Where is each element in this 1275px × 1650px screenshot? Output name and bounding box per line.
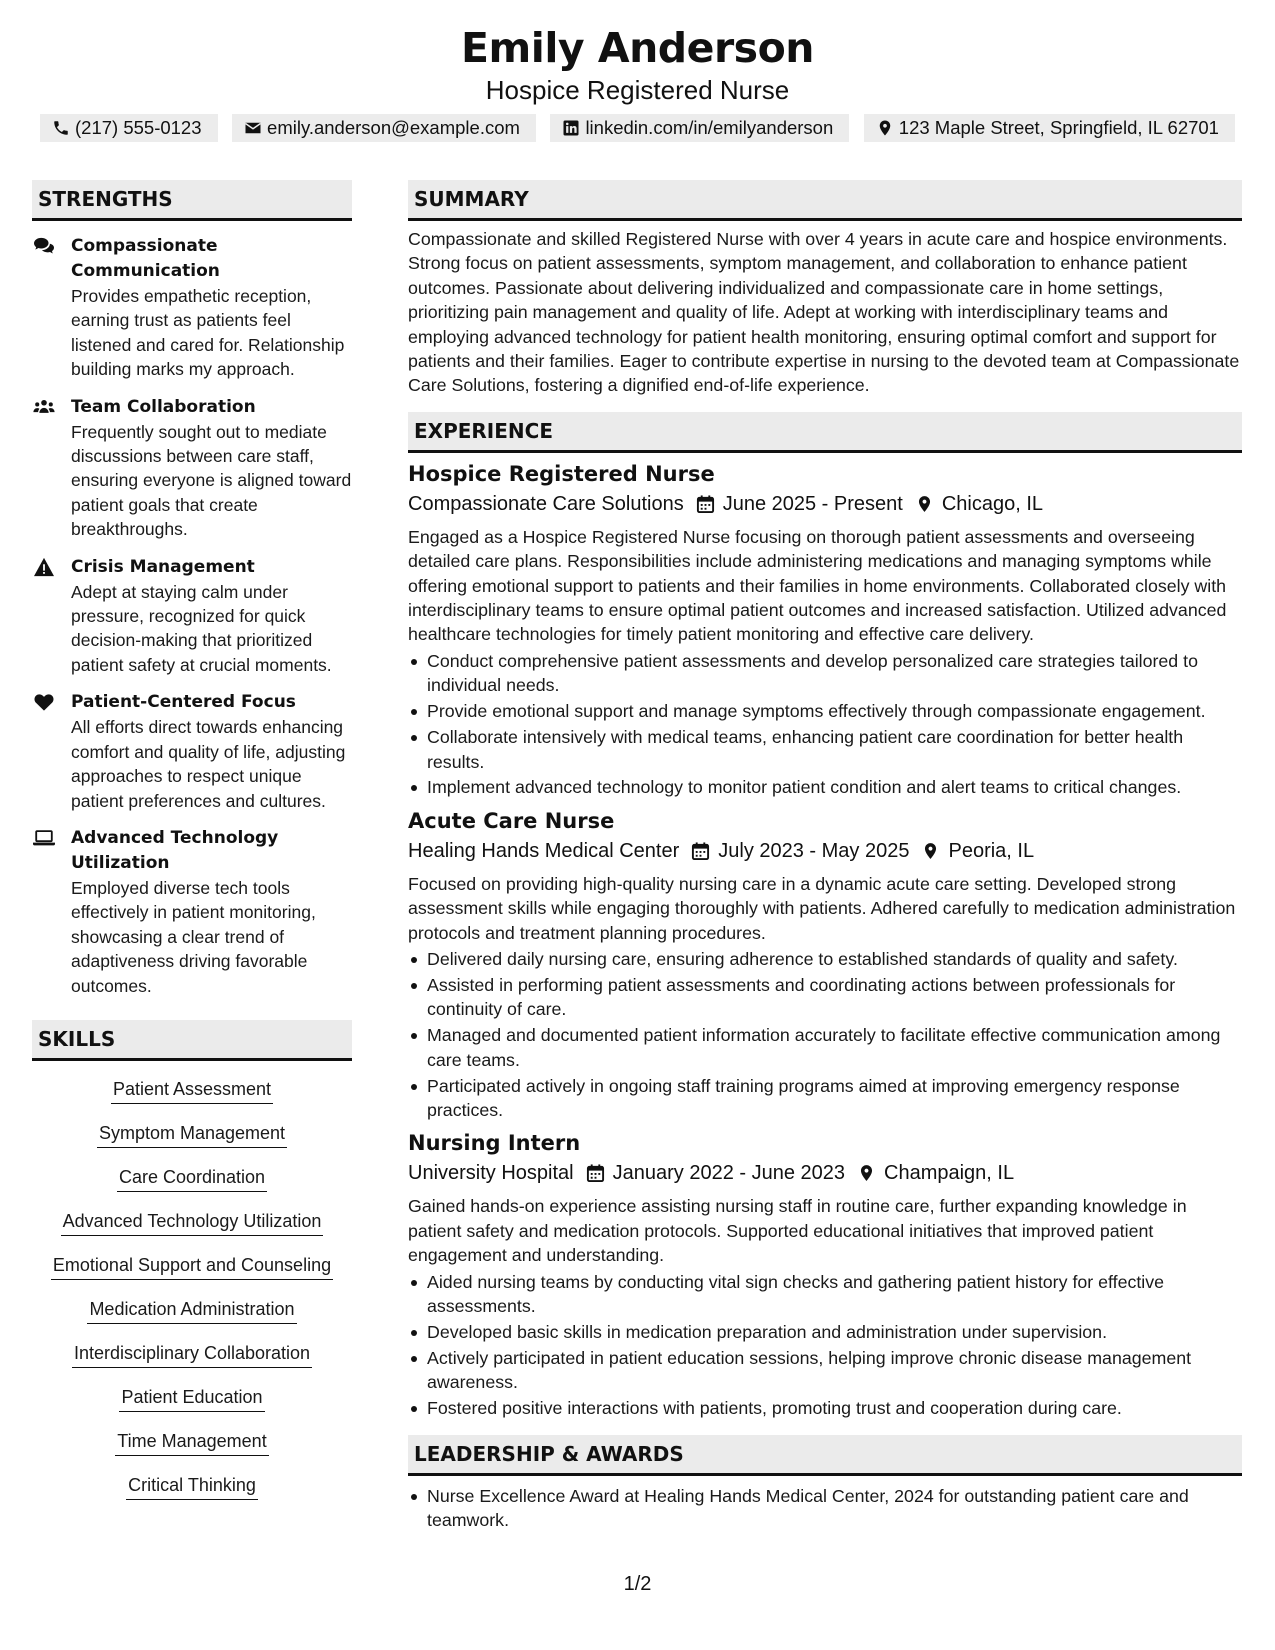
contact-bar [40, 114, 1235, 142]
contact-address [864, 114, 1235, 142]
strength-description: Frequently sought out to mediate discussions between care staff, ensuring everyone is aligned toward patient goals that create breakthroughs. [71, 421, 352, 540]
job-bullets [408, 649, 1242, 800]
job-dates: July 2023 - May 2025 [718, 839, 910, 862]
left-column [32, 180, 352, 1517]
job-entry [408, 807, 1242, 1123]
strength-title: Crisis Management [71, 556, 255, 577]
contact-linkedin-text: linkedin.com/in/emilyanderson [585, 117, 834, 138]
list-item: Collaborate intensively with medical teams, enhancing patient care coordination for better health results. [408, 725, 1242, 774]
strength-description: Provides empathetic reception, earning trust as patients feel listened and cared for. Relationship building marks my approach. [71, 286, 345, 380]
skills-heading: SKILLS [32, 1020, 352, 1061]
resume-header [0, 22, 1275, 106]
job-bullets [408, 1270, 1242, 1421]
candidate-name: Emily Anderson [461, 24, 814, 72]
strength-title: Advanced Technology Utilization [71, 827, 279, 873]
phone-icon [52, 119, 70, 137]
list-item: Assisted in performing patient assessments and coordinating actions between professionals for continuity of care. [408, 973, 1242, 1022]
job-company: University Hospital [408, 1162, 574, 1185]
skill-tag: Emotional Support and Counseling [51, 1253, 333, 1280]
awards-heading: LEADERSHIP & AWARDS [408, 1435, 1242, 1476]
laptop-icon [33, 828, 55, 848]
linkedin-icon [562, 119, 580, 137]
strength-description: Employed diverse tech tools effectively in patient monitoring, showcasing a clear trend of adaptiveness driving favorable outcomes. [71, 877, 316, 996]
location-icon [857, 1163, 876, 1183]
list-item: Implement advanced technology to monitor patient condition and alert teams to critical changes. [408, 775, 1242, 799]
skills-list [32, 1077, 352, 1517]
calendar-icon [696, 494, 715, 514]
summary-text: Compassionate and skilled Registered Nurse with over 4 years in acute care and hospice environments. Strong focus on patient assessments, symptom management, and collaboration to enhance patient outcomes. Passionate about delivering individualized and compassionate care in home settings, prioritizing pain management and quality of life. Adept at working with interdisciplinary teams and employing advanced technology for patient health monitoring, ensuring optimal comfort and support for patients and their families. Eager to contribute expertise in nursing to the devoted team at Compassionate Care Solutions, fostering a dignified end-of-life experience. [408, 229, 1240, 396]
job-meta [408, 489, 1242, 519]
list-item: Delivered daily nursing care, ensuring adherence to established standards of quality and safety. [408, 947, 1242, 971]
list-item: Fostered positive interactions with patients, promoting trust and cooperation during care. [408, 1396, 1242, 1420]
skill-tag: Care Coordination [117, 1165, 267, 1192]
job-description: Focused on providing high-quality nursing care in a dynamic acute care setting. Developed strong assessment skills while engaging thoroughly with patients. Adhered carefully to medication administration protocols and treatment planning procedures. [408, 873, 1236, 943]
skill-tag: Time Management [115, 1429, 268, 1456]
strength-description: All efforts direct towards enhancing comfort and quality of life, adjusting approaches to respect unique patient preferences and cultures. [71, 717, 346, 811]
job-company: Compassionate Care Solutions [408, 492, 684, 515]
contact-email[interactable] [232, 114, 536, 142]
location-icon [921, 841, 940, 861]
strength-description: Adept at staying calm under pressure, recognized for quick decision-making that prioritized patient safety at crucial moments. [71, 581, 332, 675]
job-title: Acute Care Nurse [408, 808, 615, 833]
job-location: Peoria, IL [948, 839, 1035, 862]
envelope-icon [244, 119, 262, 137]
job-company: Healing Hands Medical Center [408, 839, 680, 862]
job-meta [408, 1158, 1242, 1188]
strength-item [32, 234, 352, 382]
page-number: 1/2 [623, 1573, 652, 1595]
list-item: Provide emotional support and manage symptoms effectively through compassionate engagement. [408, 699, 1242, 723]
warning-icon [33, 557, 55, 577]
strength-title: Compassionate Communication [71, 236, 220, 281]
skill-tag: Patient Assessment [111, 1077, 273, 1104]
job-location: Chicago, IL [941, 492, 1043, 515]
strengths-heading: STRENGTHS [32, 180, 352, 221]
list-item: Managed and documented patient information accurately to facilitate effective communication among care teams. [408, 1023, 1242, 1072]
experience-heading: EXPERIENCE [408, 412, 1242, 453]
awards-list [408, 1484, 1242, 1533]
list-item: Participated actively in ongoing staff training programs aimed at improving emergency response practices. [408, 1074, 1242, 1123]
skill-tag: Medication Administration [87, 1297, 296, 1324]
calendar-icon [691, 841, 710, 861]
contact-email-text: emily.anderson@example.com [267, 117, 520, 138]
list-item: Nurse Excellence Award at Healing Hands Medical Center, 2024 for outstanding patient care and teamwork. [408, 1484, 1242, 1533]
contact-address-text: 123 Maple Street, Springfield, IL 62701 [898, 117, 1219, 138]
list-item: Developed basic skills in medication preparation and administration under supervision. [408, 1320, 1242, 1344]
strength-title: Patient-Centered Focus [71, 692, 296, 713]
job-location: Champaign, IL [884, 1162, 1015, 1185]
location-icon [915, 494, 934, 514]
job-meta [408, 836, 1242, 866]
strength-item [32, 395, 352, 542]
skill-tag: Critical Thinking [126, 1473, 258, 1500]
strength-item [32, 555, 352, 678]
strength-title: Team Collaboration [71, 396, 256, 417]
list-item: Aided nursing teams by conducting vital sign checks and gathering patient history for effective assessments. [408, 1270, 1242, 1319]
skill-tag: Advanced Technology Utilization [61, 1209, 324, 1236]
job-title: Hospice Registered Nurse [408, 461, 715, 486]
skill-tag: Patient Education [119, 1385, 264, 1412]
job-title: Nursing Intern [408, 1131, 581, 1156]
strength-item [32, 690, 352, 813]
job-description: Engaged as a Hospice Registered Nurse focusing on thorough patient assessments and overseeing detailed care plans. Responsibilities include administering medications and managing symptoms while offering emotional support to patients and their families in home environments. Collaborated closely with interdisciplinary teams to ensure optimal patient outcomes and increased satisfaction. Utilized advanced healthcare technologies for timely patient monitoring and effective care delivery. [408, 526, 1227, 645]
list-item: Actively participated in patient education sessions, helping improve chronic disease management awareness. [408, 1346, 1242, 1395]
summary-heading: SUMMARY [408, 180, 1242, 221]
candidate-title: Hospice Registered Nurse [485, 75, 790, 105]
job-bullets [408, 947, 1242, 1122]
contact-phone-text: (217) 555-0123 [75, 117, 202, 138]
comments-icon [33, 236, 55, 256]
users-icon [33, 397, 55, 417]
location-icon [876, 119, 894, 137]
strength-item [32, 826, 352, 998]
heart-icon [33, 692, 55, 712]
job-dates: June 2025 - Present [722, 492, 903, 515]
contact-phone[interactable] [40, 114, 218, 142]
skill-tag: Interdisciplinary Collaboration [72, 1341, 312, 1368]
job-entry [408, 460, 1242, 800]
right-column [408, 180, 1242, 1534]
skill-tag: Symptom Management [97, 1121, 287, 1148]
calendar-icon [586, 1163, 605, 1183]
job-description: Gained hands-on experience assisting nursing staff in routine care, further expanding knowledge in patient safety and medication protocols. Supported educational initiatives that improved patient engagement and understanding. [408, 1196, 1187, 1266]
list-item: Conduct comprehensive patient assessments and develop personalized care strategies tailored to individual needs. [408, 649, 1242, 698]
job-entry [408, 1129, 1242, 1420]
job-dates: January 2022 - June 2023 [612, 1162, 846, 1185]
contact-linkedin[interactable] [550, 114, 849, 142]
